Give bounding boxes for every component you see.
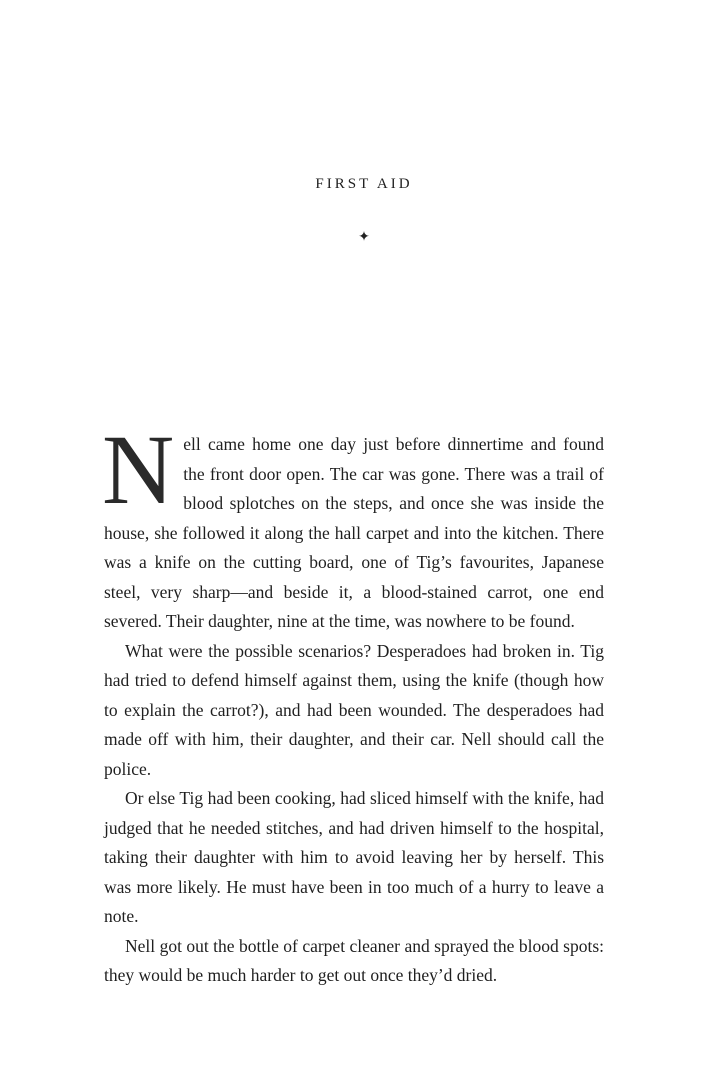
chapter-body (102, 414, 604, 991)
paragraph-1-text: ell came home one day just before dinnertime and found the front door open. The car was gone. There was a trail of blood splotches on the steps, and once she was inside the house, she followed it along the hall carpet and into the kitchen. There was a knife on the cutting board, one of Tig’s favourites, Japanese steel, very sharp—and beside it, a blood-stained carrot, one end severed. Their daughter, nine at the time, was nowhere to be found. (104, 434, 604, 631)
paragraph-1 (102, 414, 604, 637)
paragraph-3: Or else Tig had been cooking, had sliced himself with the knife, had judged that he needed stitches, and had driven himself to the hospital, taking their daughter with him to avoid leaving her by herself. This was more likely. He must have been in too much of a hurry to leave a note. (104, 788, 604, 926)
paragraph-4: Nell got out the bottle of carpet cleaner and sprayed the blood spots: they would be much harder to get out once they’d dried. (104, 935, 604, 985)
drop-cap: N (102, 414, 175, 525)
ornament-star-icon: ✦ (358, 230, 370, 245)
chapter-title: FIRST AID (315, 176, 413, 192)
paragraph-2: What were the possible scenarios? Desperadoes had broken in. Tig had tried to defend himself against them, using the knife (though how to explain the carrot?), and had been wounded. The desperadoes had made off with him, their daughter, and their car. Nell should call the police. (104, 640, 604, 779)
